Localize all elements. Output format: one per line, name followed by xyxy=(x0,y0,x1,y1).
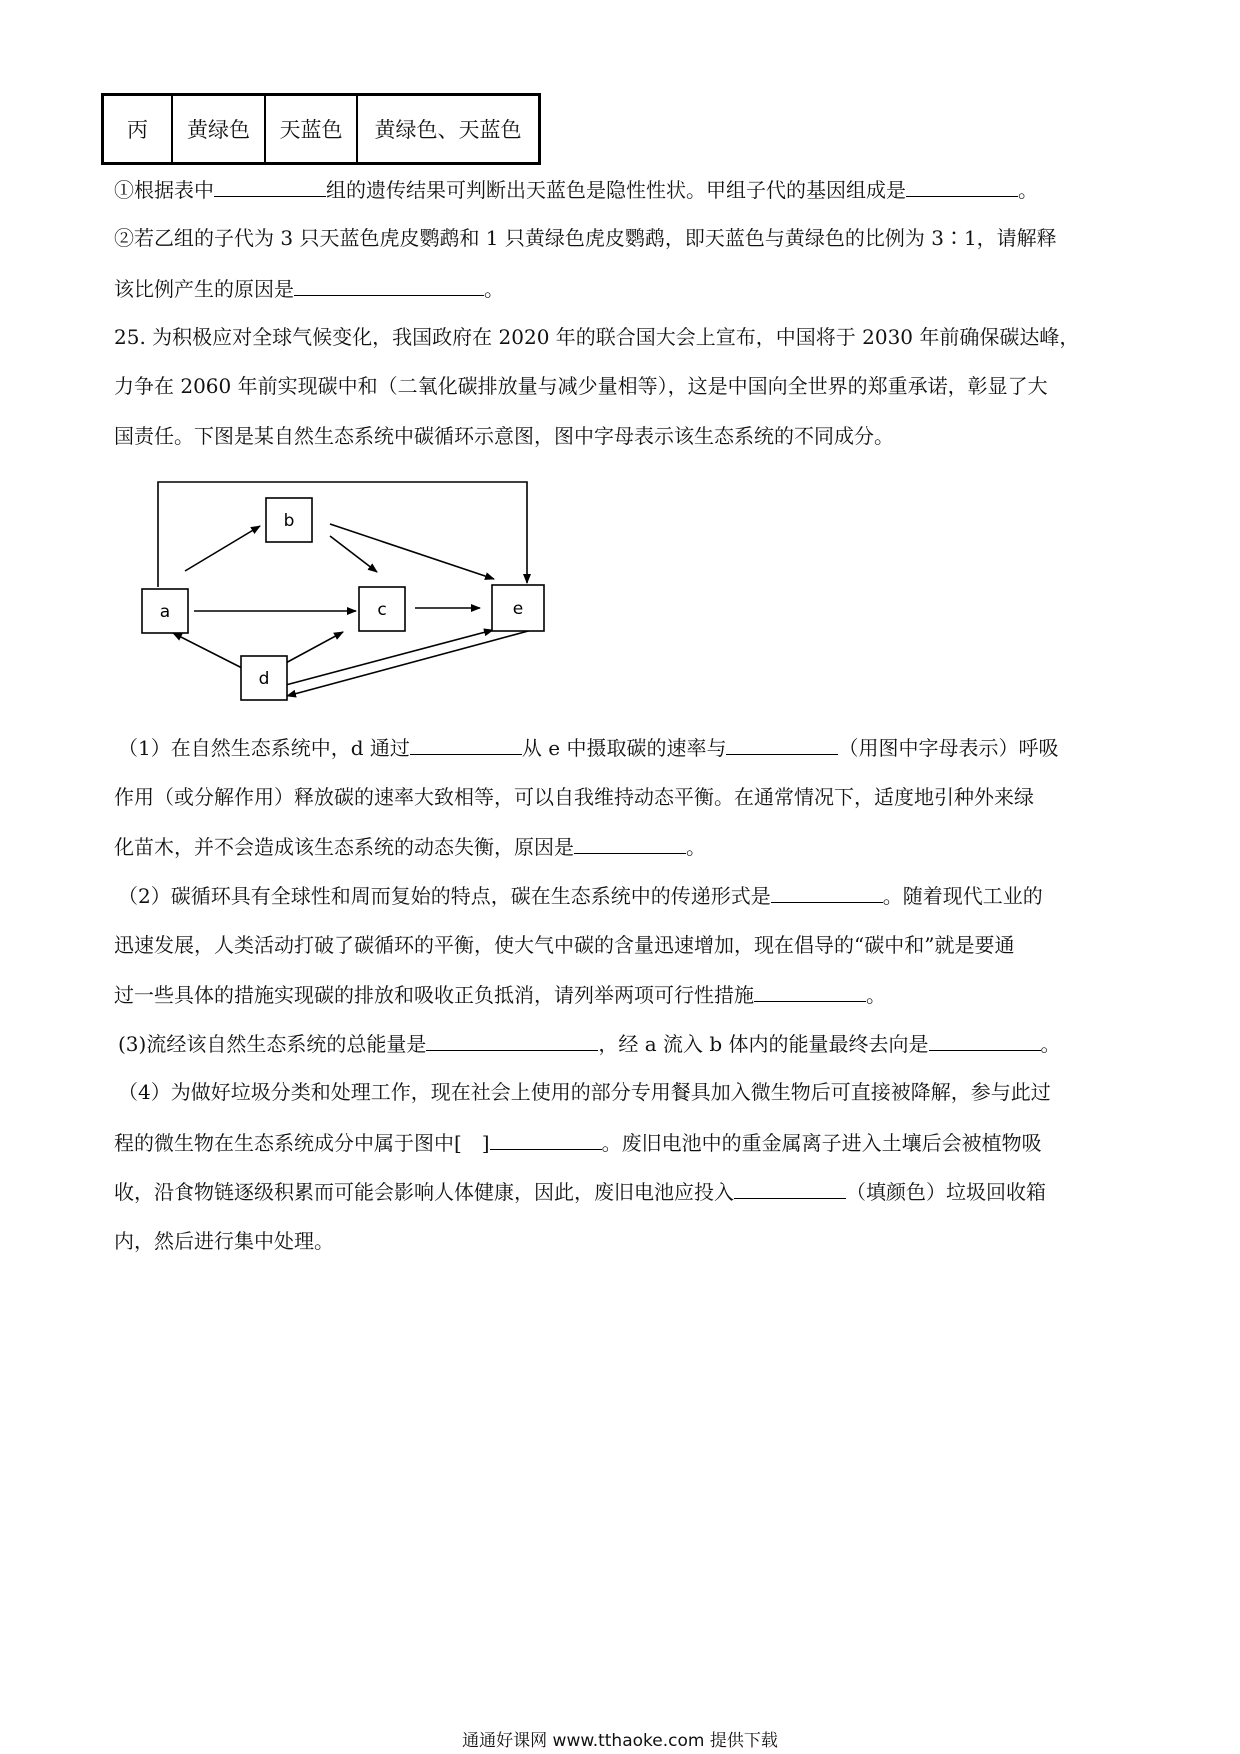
answer-blank xyxy=(574,833,686,854)
carbon-cycle-diagram xyxy=(130,470,550,710)
arrow-d-to-c xyxy=(282,632,343,665)
answer-blank xyxy=(214,176,326,197)
answer-blank xyxy=(294,275,484,296)
node-d-label: d xyxy=(258,669,270,689)
answer-blank xyxy=(410,734,522,755)
arrow-a-to-b xyxy=(185,526,260,571)
p2-line-3: 过一些具体的措施实现碳的排放和吸收正负抵消，请列举两项可行性措施 。 xyxy=(114,983,886,1007)
q25-intro-2: 力争在 2060 年前实现碳中和（二氧化碳排放量与减少量相等），这是中国向全世界的郑重承诺，彰显了大 xyxy=(114,374,1048,398)
table-cell: 天蓝色 xyxy=(265,95,357,164)
p4-line-4: 内，然后进行集中处理。 xyxy=(114,1229,334,1253)
table-cell: 丙 xyxy=(103,95,173,164)
q25-intro-3: 国责任。下图是某自然生态系统中碳循环示意图，图中字母表示该生态系统的不同成分。 xyxy=(114,424,894,448)
q24-line-1: ①根据表中 组的遗传结果可判断出天蓝色是隐性性状。甲组子代的基因组成是 。 xyxy=(114,178,1038,202)
table-cell: 黄绿色、天蓝色 xyxy=(357,95,540,164)
arrow-d-to-a xyxy=(173,633,242,668)
answer-blank xyxy=(906,176,1018,197)
node-b-label: b xyxy=(283,511,295,531)
page-footer: 通通好课网 www.tthaoke.com 提供下载 xyxy=(462,1731,778,1751)
table-row xyxy=(103,95,540,164)
node-e-label: e xyxy=(512,599,524,619)
answer-blank xyxy=(754,981,866,1002)
q24-line-2: ②若乙组的子代为 3 只天蓝色虎皮鹦鹉和 1 只黄绿色虎皮鹦鹉，即天蓝色与黄绿色的比例为 3∶1，请解释 xyxy=(114,226,1057,250)
p2-line-1: （2）碳循环具有全球性和周而复始的特点，碳在生态系统中的传递形式是 。随着现代工业的 xyxy=(118,884,1043,908)
p1-line-2: 作用（或分解作用）释放碳的速率大致相等，可以自我维持动态平衡。在通常情况下，适度地引种外来绿 xyxy=(114,785,1034,809)
p1-line-3: 化苗木，并不会造成该生态系统的动态失衡，原因是 。 xyxy=(114,835,706,859)
node-a-label: a xyxy=(159,602,171,622)
table-cell: 黄绿色 xyxy=(172,95,265,164)
genotype-table xyxy=(101,93,541,165)
q25-intro-1: 25. 为积极应对全球气候变化，我国政府在 2020 年的联合国大会上宣布，中国将于 2030 年前确保碳达峰， xyxy=(114,325,1080,349)
arrow-b-to-c xyxy=(330,536,377,572)
p4-line-2: 程的微生物在生态系统成分中属于图中[ ] 。废旧电池中的重金属离子进入土壤后会被植物吸 xyxy=(114,1131,1042,1155)
answer-blank xyxy=(734,1178,846,1199)
arrow-b-to-e xyxy=(330,524,494,579)
p3-line-1: (3)流经该自然生态系统的总能量是 ，经 a 流入 b 体内的能量最终去向是 。 xyxy=(118,1032,1061,1056)
answer-blank xyxy=(426,1030,598,1051)
p4-line-1: （4）为做好垃圾分类和处理工作，现在社会上使用的部分专用餐具加入微生物后可直接被降解，参与此过 xyxy=(118,1080,1051,1104)
arrow-e-to-d xyxy=(287,630,532,696)
answer-blank xyxy=(490,1129,602,1150)
answer-blank xyxy=(929,1030,1041,1051)
p4-line-3: 收，沿食物链逐级积累而可能会影响人体健康，因此，废旧电池应投入 （填颜色）垃圾回收箱 xyxy=(114,1180,1046,1204)
p1-line-1: （1）在自然生态系统中，d 通过 从 e 中摄取碳的速率与 （用图中字母表示）呼吸 xyxy=(118,736,1059,760)
node-c-label: c xyxy=(377,600,387,620)
p2-line-2: 迅速发展，人类活动打破了碳循环的平衡，使大气中碳的含量迅速增加，现在倡导的“碳中和”就是要通 xyxy=(114,933,1015,957)
q24-line-3: 该比例产生的原因是 。 xyxy=(114,277,504,301)
answer-blank xyxy=(771,882,883,903)
answer-blank xyxy=(726,734,838,755)
arrow-d-to-e xyxy=(282,630,493,686)
